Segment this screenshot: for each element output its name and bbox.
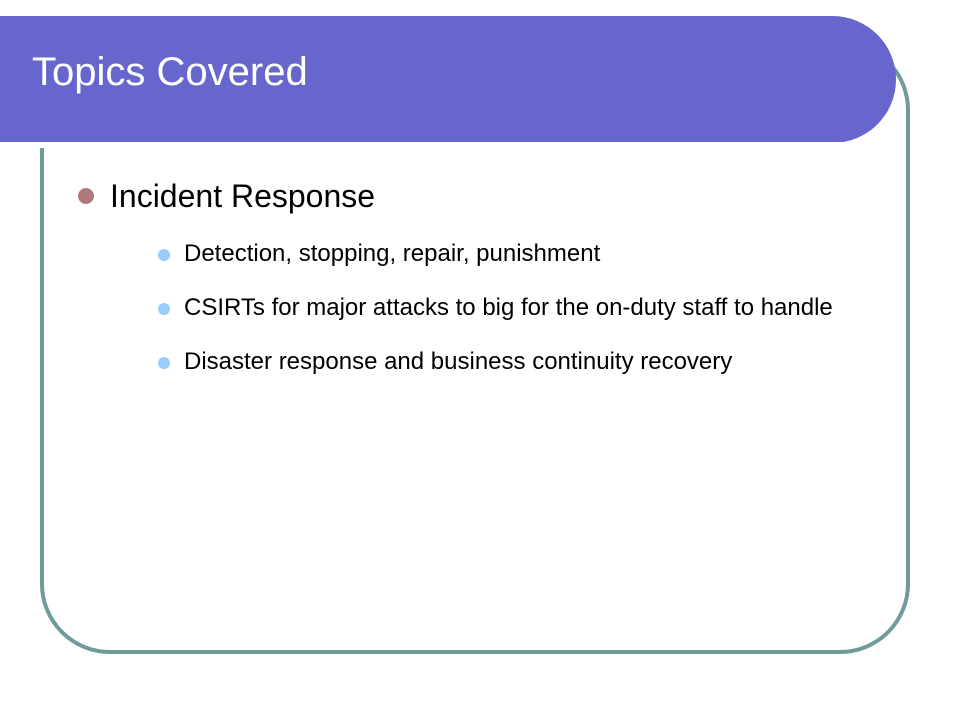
title-underline bbox=[0, 142, 848, 148]
sub-bullet-dot-icon bbox=[158, 303, 170, 315]
slide-title: Topics Covered bbox=[32, 50, 308, 94]
sub-bullet-dot-icon bbox=[158, 357, 170, 369]
sub-bullet-item bbox=[110, 292, 888, 324]
sub-bullet-text: Disaster response and business continuity recovery bbox=[184, 348, 733, 375]
sub-bullet-text: Detection, stopping, repair, punishment bbox=[184, 240, 601, 267]
bullet-text: Incident Response bbox=[110, 178, 376, 214]
bullet-dot-icon bbox=[78, 188, 94, 204]
sub-bullet-dot-icon bbox=[158, 249, 170, 261]
bullet-list bbox=[78, 176, 888, 400]
sub-bullet-text: CSIRTs for major attacks to big for the on-duty staff to handle bbox=[184, 294, 833, 321]
bullet-item bbox=[78, 176, 888, 378]
sub-bullet-item bbox=[110, 238, 888, 270]
sub-bullet-list bbox=[110, 238, 888, 378]
sub-bullet-item bbox=[110, 346, 888, 378]
